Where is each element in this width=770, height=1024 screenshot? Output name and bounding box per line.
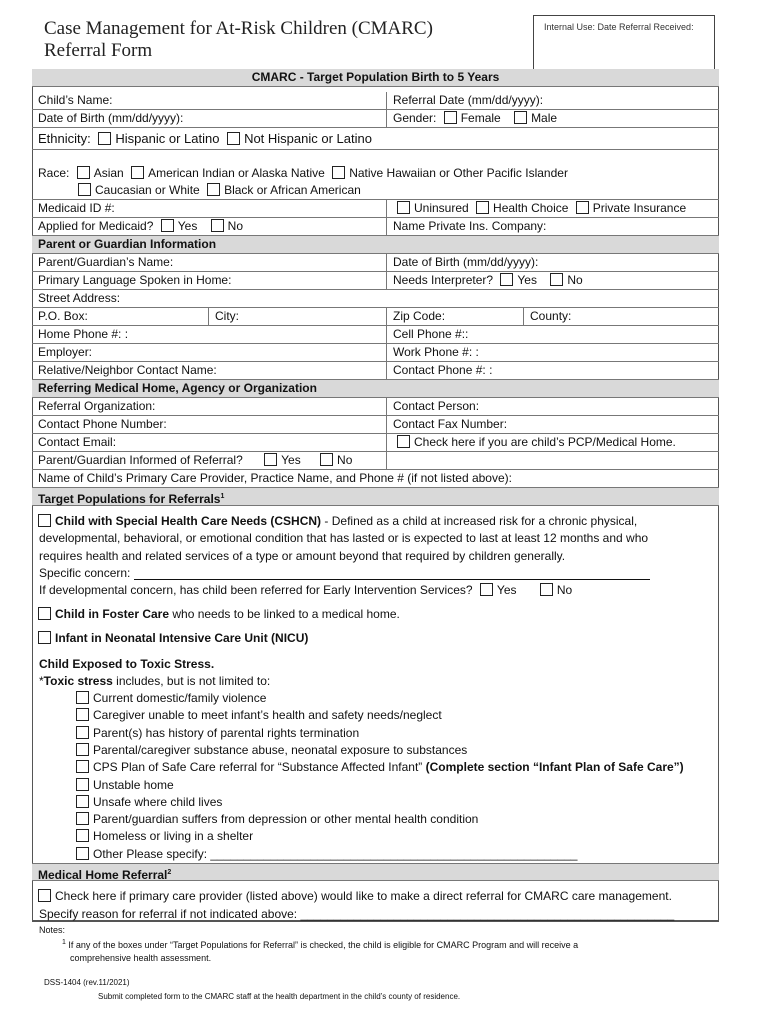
referring-band — [32, 380, 719, 398]
interpreter-label: Needs Interpreter? — [393, 273, 494, 287]
insurance-options — [386, 200, 719, 217]
parent-name-field[interactable]: Parent/Guardian’s Name: — [38, 255, 174, 269]
contact-phone-row — [32, 416, 719, 434]
medical-home-band-title — [32, 864, 171, 880]
foster-title: Child in Foster Care — [55, 607, 170, 621]
toxic-stress-item — [76, 707, 442, 724]
toxic-stress-checkbox[interactable] — [76, 726, 89, 739]
target-population-title: CMARC - Target Population Birth to 5 Years — [251, 70, 500, 84]
contact-email-row — [32, 434, 719, 452]
referral-org-field[interactable]: Referral Organization: — [38, 399, 156, 413]
black-checkbox[interactable] — [207, 183, 220, 196]
phone-row — [32, 326, 719, 344]
informed-label: Parent/Guardian Informed of Referral? — [38, 453, 243, 467]
pcp-check-label: Check here if you are child’s PCP/Medical Home. — [414, 435, 676, 449]
interpreter-field — [386, 272, 719, 289]
toxic-stress-item-label: Homeless or living in a shelter — [93, 829, 254, 844]
cshcn-line1 — [38, 513, 637, 530]
female-checkbox[interactable] — [444, 111, 457, 124]
relative-row — [32, 362, 719, 380]
toxic-stress-item — [76, 828, 253, 845]
toxic-stress-item-label: CPS Plan of Safe Care referral for “Substance Affected Infant” — [93, 760, 426, 775]
applied-yes-label: Yes — [177, 219, 198, 233]
informed-yes-checkbox[interactable] — [264, 453, 277, 466]
zip-field[interactable]: Zip Code: — [386, 308, 523, 325]
toxic-stress-item — [76, 690, 266, 707]
city-field[interactable]: City: — [208, 308, 386, 325]
applied-no-label: No — [227, 219, 244, 233]
language-row — [32, 272, 719, 290]
cshcn-checkbox[interactable] — [38, 514, 51, 527]
county-field[interactable]: County: — [523, 308, 719, 325]
targets-band — [32, 488, 719, 506]
male-checkbox[interactable] — [514, 111, 527, 124]
health-choice-checkbox[interactable] — [476, 201, 489, 214]
early-intervention-row — [39, 582, 572, 599]
race-label: Race: — [38, 166, 70, 180]
toxic-stress-rest: includes, but is not limited to: — [112, 674, 271, 688]
hispanic-checkbox[interactable] — [98, 132, 111, 145]
informed-row — [32, 452, 719, 470]
note-1-line2: comprehensive health assessment. — [70, 953, 212, 963]
american-indian-checkbox[interactable] — [131, 166, 144, 179]
race-line1 — [38, 165, 568, 182]
private-insurance-checkbox[interactable] — [576, 201, 589, 214]
toxic-stress-checkbox[interactable] — [76, 812, 89, 825]
child-name-field[interactable]: Child’s Name: — [38, 93, 113, 107]
native-hawaiian-label: Native Hawaiian or Other Pacific Islander — [349, 166, 568, 180]
submit-instructions: Submit completed form to the CMARC staff at the health department in the child’s county of residence. — [98, 992, 461, 1001]
form-title-line2: Referral Form — [44, 40, 153, 61]
home-phone-field[interactable]: Home Phone #: : — [38, 327, 129, 341]
toxic-stress-item — [76, 742, 467, 759]
male-label: Male — [531, 111, 558, 125]
direct-referral-label: Check here if primary care provider (listed above) would like to make a direct referral for CMARC care management. — [55, 889, 672, 903]
toxic-stress-checkbox[interactable] — [76, 743, 89, 756]
pcp-checkbox[interactable] — [397, 435, 410, 448]
cshcn-desc3: requires health and related services of a type or amount beyond that required by children generally. — [39, 549, 566, 563]
early-intervention-label: If developmental concern, has child been referred for Early Intervention Services? — [39, 583, 473, 597]
applied-medicaid-field — [32, 218, 386, 235]
toxic-stress-item-label: Other Please specify: _______________________________________________________ — [93, 846, 578, 861]
nicu-checkbox[interactable] — [38, 631, 51, 644]
informed-yes-label: Yes — [281, 453, 301, 467]
contact-phone-field[interactable]: Contact Phone Number: — [38, 417, 167, 431]
child-dob-field[interactable]: Date of Birth (mm/dd/yyyy): — [38, 111, 184, 125]
direct-referral-checkbox[interactable] — [38, 889, 51, 902]
ei-yes-checkbox[interactable] — [480, 583, 493, 596]
cps-complete-section-note: (Complete section “Infant Plan of Safe Care”) — [425, 760, 684, 775]
medical-home-band-label: Medical Home Referral — [38, 868, 168, 882]
health-choice-label: Health Choice — [493, 201, 569, 215]
contact-fax-field[interactable]: Contact Fax Number: — [386, 416, 719, 433]
toxic-stress-item — [76, 846, 577, 863]
street-field[interactable]: Street Address: — [38, 291, 121, 305]
parent-name-row — [32, 254, 719, 272]
race-line2 — [74, 182, 361, 199]
pcp-name-row — [32, 470, 719, 488]
referral-date-field[interactable]: Referral Date (mm/dd/yyyy): — [386, 92, 719, 109]
relative-phone-field[interactable]: Contact Phone #: : — [386, 362, 719, 379]
medical-home-band-sup: 2 — [167, 869, 172, 876]
internal-use-label: Internal Use: Date Referral Received: — [544, 22, 694, 32]
asian-label: Asian — [93, 166, 124, 180]
ei-no-label: No — [556, 583, 573, 597]
nicu-title: Infant in Neonatal Intensive Care Unit (NICU) — [55, 631, 309, 645]
interpreter-no-label: No — [567, 273, 583, 287]
black-label: Black or African American — [224, 183, 361, 197]
applied-medicaid-label: Applied for Medicaid? — [38, 219, 154, 233]
female-label: Female — [460, 111, 501, 125]
informed-field — [32, 452, 386, 469]
child-dob-row — [32, 110, 719, 128]
interpreter-yes-checkbox[interactable] — [500, 273, 513, 286]
foster-checkbox[interactable] — [38, 607, 51, 620]
work-phone-field[interactable]: Work Phone #: : — [386, 344, 719, 361]
notes-divider — [32, 921, 719, 922]
parent-band-title: Parent or Guardian Information — [38, 237, 217, 251]
specify-reason-field[interactable]: Specify reason for referral if not indicated above: ________________________________________________________ — [39, 907, 675, 921]
contact-email-field[interactable]: Contact Email: — [38, 435, 117, 449]
race-row — [32, 150, 719, 200]
toxic-star: * — [39, 674, 44, 688]
foster-row — [38, 606, 400, 623]
hispanic-label: Hispanic or Latino — [115, 131, 220, 146]
direct-referral-row — [38, 888, 672, 905]
toxic-stress-item-label: Unstable home — [93, 777, 174, 792]
targets-band-label: Target Populations for Referrals — [38, 492, 221, 506]
applied-no-checkbox[interactable] — [211, 219, 224, 232]
toxic-stress-item-label: Current domestic/family violence — [93, 691, 267, 705]
toxic-stress-item — [76, 794, 222, 811]
targets-band-sup: 1 — [220, 493, 225, 500]
toxic-stress-item — [76, 777, 174, 794]
form-title — [44, 18, 433, 62]
informed-blank-cell — [386, 452, 719, 469]
interpreter-yes-label: Yes — [517, 273, 537, 287]
notes-label: Notes: — [39, 925, 66, 935]
cshcn-desc1: - Defined as a child at increased risk for a chronic physical, — [321, 514, 638, 528]
referring-band-title: Referring Medical Home, Agency or Organization — [38, 381, 317, 395]
uninsured-checkbox[interactable] — [397, 201, 410, 214]
toxic-stress-checkbox[interactable] — [76, 847, 89, 860]
uninsured-label: Uninsured — [414, 201, 469, 215]
asian-checkbox[interactable] — [77, 166, 90, 179]
toxic-stress-item-label: Parent/guardian suffers from depression or other mental health condition — [93, 812, 479, 827]
note-1-line1 — [62, 936, 578, 952]
ei-yes-label: Yes — [496, 583, 517, 597]
applied-yes-checkbox[interactable] — [161, 219, 174, 232]
contact-person-field[interactable]: Contact Person: — [386, 398, 719, 415]
cell-phone-field[interactable]: Cell Phone #:: — [386, 326, 719, 343]
pcp-check-field — [386, 434, 719, 451]
relative-field[interactable]: Relative/Neighbor Contact Name: — [38, 363, 217, 377]
toxic-stress-intro — [39, 673, 270, 690]
toxic-stress-item — [76, 725, 359, 742]
medicaid-row — [32, 200, 719, 218]
toxic-stress-term: Toxic stress — [43, 674, 113, 688]
specific-concern-label: Specific concern: — [39, 566, 131, 580]
pcp-name-field[interactable]: Name of Child’s Primary Care Provider, Practice Name, and Phone # (if not listed above): — [38, 471, 512, 485]
toxic-stress-item-label: Parent(s) has history of parental rights termination — [93, 725, 360, 740]
referral-org-row — [32, 398, 719, 416]
po-box-field[interactable]: P.O. Box: — [38, 309, 88, 323]
cshcn-title: Child with Special Health Care Needs (CSHCN) — [55, 514, 322, 528]
not-hispanic-checkbox[interactable] — [227, 132, 240, 145]
toxic-stress-checkbox[interactable] — [76, 778, 89, 791]
specific-concern-input[interactable] — [134, 567, 650, 580]
toxic-stress-item — [76, 759, 684, 776]
cshcn-desc2: developmental, behavioral, or emotional condition that has lasted or is expected to last at least 12 months and who — [39, 531, 649, 545]
caucasian-label: Caucasian or White — [95, 183, 200, 197]
specific-concern-row — [39, 565, 650, 582]
internal-use-box — [533, 15, 715, 70]
targets-band-title — [32, 488, 224, 505]
language-field[interactable]: Primary Language Spoken in Home: — [38, 273, 232, 287]
foster-desc: who needs to be linked to a medical home. — [169, 607, 400, 621]
native-hawaiian-checkbox[interactable] — [332, 166, 345, 179]
note-1-text: If any of the boxes under “Target Populations for Referral” is checked, the child is eligible for CMARC Program and will receive a — [68, 940, 579, 950]
caucasian-checkbox[interactable] — [78, 183, 91, 196]
address-row — [32, 308, 719, 326]
toxic-stress-checkbox[interactable] — [76, 829, 89, 842]
toxic-stress-item-label: Unsafe where child lives — [93, 794, 223, 809]
ethnicity-row — [32, 128, 719, 150]
private-company-field[interactable]: Name Private Ins. Company: — [386, 218, 719, 235]
toxic-stress-heading: Child Exposed to Toxic Stress. — [39, 657, 215, 671]
not-hispanic-label: Not Hispanic or Latino — [244, 131, 372, 146]
nicu-row — [38, 630, 308, 647]
ethnicity-label: Ethnicity: — [38, 131, 91, 146]
parent-band — [32, 236, 719, 254]
ethnicity-cell — [32, 128, 719, 149]
child-name-row — [32, 92, 719, 110]
ei-no-checkbox[interactable] — [540, 583, 553, 596]
toxic-stress-checkbox[interactable] — [76, 708, 89, 721]
note-1-sup: 1 — [62, 939, 66, 946]
form-number: DSS-1404 (rev.11/2021) — [44, 978, 130, 987]
informed-no-label: No — [337, 453, 353, 467]
toxic-stress-checkbox[interactable] — [76, 691, 89, 704]
employer-field[interactable]: Employer: — [38, 345, 93, 359]
medical-home-band — [32, 863, 719, 881]
parent-dob-field[interactable]: Date of Birth (mm/dd/yyyy): — [386, 254, 719, 271]
toxic-stress-item-label: Caregiver unable to meet infant’s health and safety needs/neglect — [93, 708, 442, 723]
gender-field — [386, 110, 719, 127]
toxic-stress-checkbox[interactable] — [76, 760, 89, 773]
toxic-stress-item-label: Parental/caregiver substance abuse, neonatal exposure to substances — [93, 742, 468, 757]
informed-no-checkbox[interactable] — [320, 453, 333, 466]
gender-label: Gender: — [393, 111, 437, 125]
toxic-stress-checkbox[interactable] — [76, 795, 89, 808]
street-row — [32, 290, 719, 308]
applied-medicaid-row — [32, 218, 719, 236]
interpreter-no-checkbox[interactable] — [550, 273, 563, 286]
employer-row — [32, 344, 719, 362]
private-insurance-label: Private Insurance — [592, 201, 687, 215]
medicaid-id-field[interactable]: Medicaid ID #: — [38, 201, 115, 215]
toxic-stress-item — [76, 811, 478, 828]
american-indian-label: American Indian or Alaska Native — [148, 166, 325, 180]
form-title-line1: Case Management for At-Risk Children (CMARC) — [44, 18, 433, 39]
target-population-band — [32, 69, 719, 87]
